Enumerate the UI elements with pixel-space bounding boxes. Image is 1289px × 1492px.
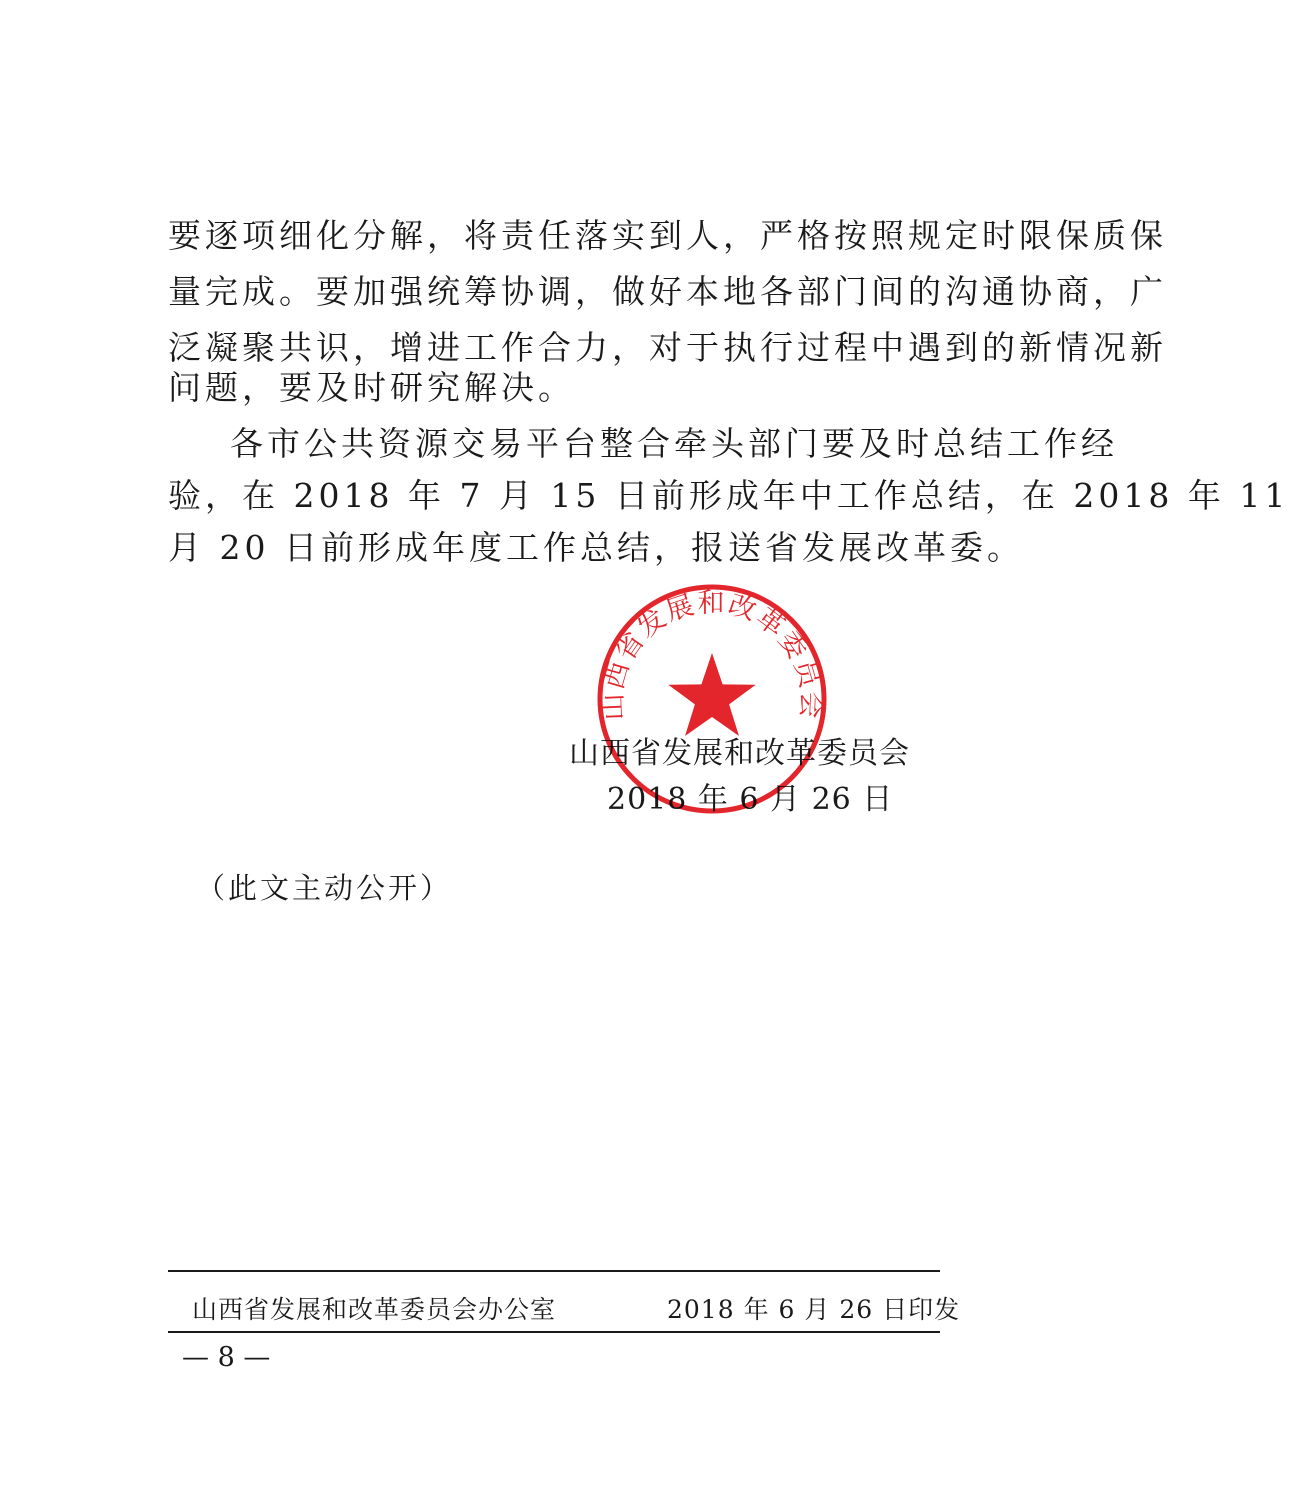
disclosure-note: （此文主动公开） <box>196 871 453 905</box>
footer-issue-date: 2018 年 6 月 26 日印发 <box>667 1295 961 1324</box>
page-number: — 8 — <box>182 1342 271 1373</box>
body-line-7: 月 20 日前形成年度工作总结，报送省发展改革委。 <box>168 528 1024 567</box>
signature-org: 山西省发展和改革委员会 <box>569 736 910 771</box>
footer-issuing-office: 山西省发展和改革委员会办公室 <box>192 1295 557 1324</box>
body-line-4: 问题，要及时研究解决。 <box>168 368 575 407</box>
footer-bottom-rule <box>168 1331 940 1333</box>
official-seal <box>596 583 828 815</box>
body-line-2: 量完成。要加强统筹协调，做好本地各部门间的沟通协商，广 <box>168 272 1167 311</box>
body-line-1: 要逐项细化分解，将责任落实到人，严格按照规定时限保质保 <box>168 216 1167 255</box>
footer-top-rule <box>168 1270 940 1272</box>
signature-date: 2018 年 6 月 26 日 <box>607 782 894 817</box>
seal-text: 山西省发展和改革委员会 <box>597 587 827 722</box>
seal-star-icon <box>668 653 755 736</box>
body-line-5: 各市公共资源交易平台整合牵头部门要及时总结工作经 <box>230 424 1118 463</box>
body-line-6: 验，在 2018 年 7 月 15 日前形成年中工作总结，在 2018 年 11 <box>168 476 1289 515</box>
body-line-3: 泛凝聚共识，增进工作合力，对于执行过程中遇到的新情况新 <box>168 328 1167 367</box>
